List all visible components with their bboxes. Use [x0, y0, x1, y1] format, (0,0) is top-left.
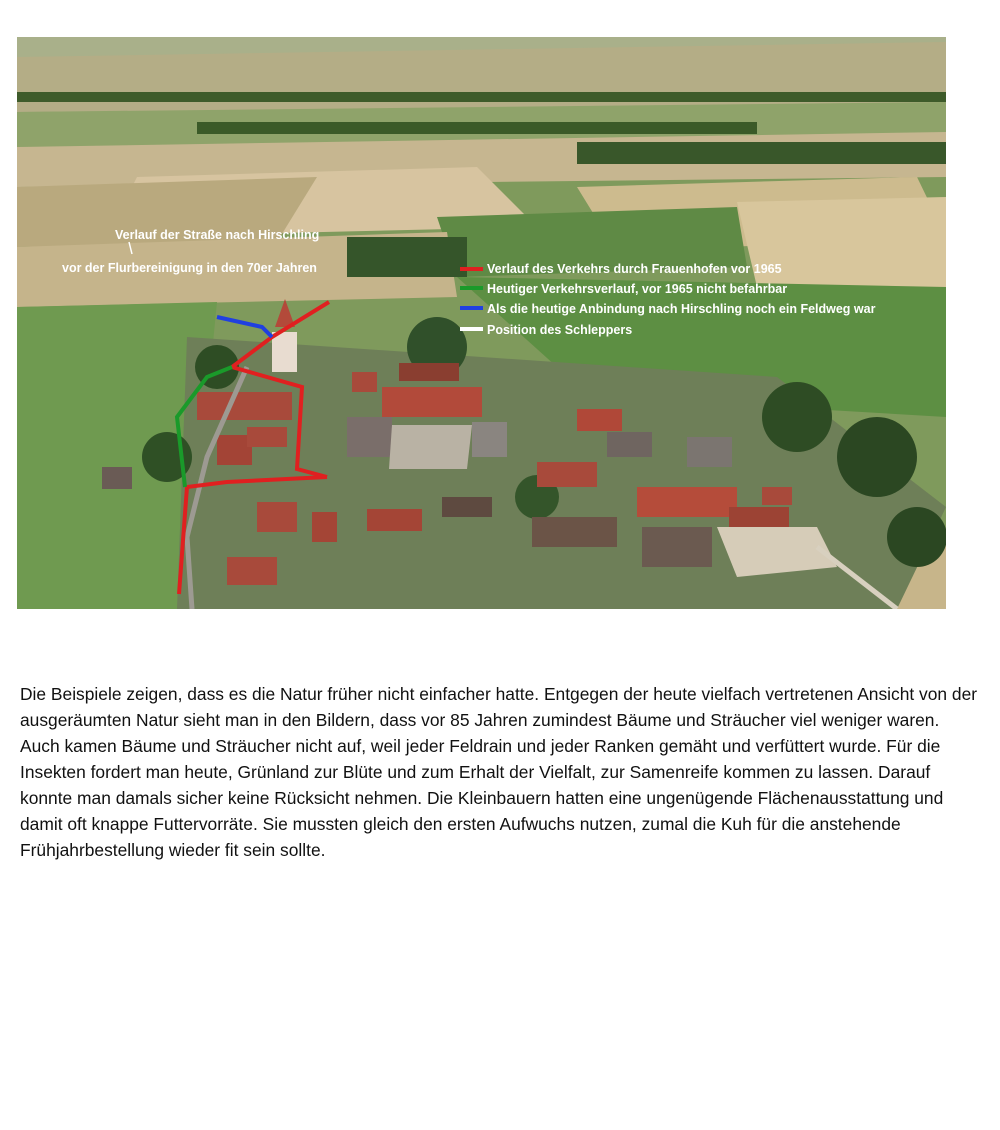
legend-item-green: Heutiger Verkehrsverlauf, vor 1965 nicht befahrbar [487, 282, 788, 296]
annotation-line2: vor der Flurbereinigung in den 70er Jahren [62, 261, 317, 275]
legend-item-blue: Als die heutige Anbindung nach Hirschling noch ein Feldweg war [487, 302, 876, 316]
annotation-line1: Verlauf der Straße nach Hirschling [115, 228, 320, 242]
article-paragraph: Die Beispiele zeigen, dass es die Natur früher nicht einfacher hatte. Entgegen der heute vielfach vertretenen Ansicht von der ausgeräumten Natur sieht man in den Bildern, dass vor 85 Jahren zumindest Bäume und Sträucher viel weniger waren. Auch kamen Bäume und Sträucher nicht auf, weil jeder Feldrain und jeder Ranken gemäht und verfüttert wurde. Für die Insekten fordert man heute, Grünland zur Blüte und zum Erhalt der Vielfalt, zur Samenreife kommen zu lassen. Darauf konnte man damals sicher keine Rücksicht nehmen. Die Kleinbauern hatten eine ungenügende Flächenausstattung und damit oft knappe Futtervorräte. Sie mussten gleich den ersten Aufwuchs nutzen, zumal die Kuh für die anstehende Frühjahrbestellung wieder fit sein sollte. [20, 684, 978, 860]
legend-item-red: Verlauf des Verkehrs durch Frauenhofen vor 1965 [487, 262, 782, 276]
aerial-village-photo [17, 37, 946, 609]
legend-item-white: Position des Schleppers [487, 323, 633, 337]
